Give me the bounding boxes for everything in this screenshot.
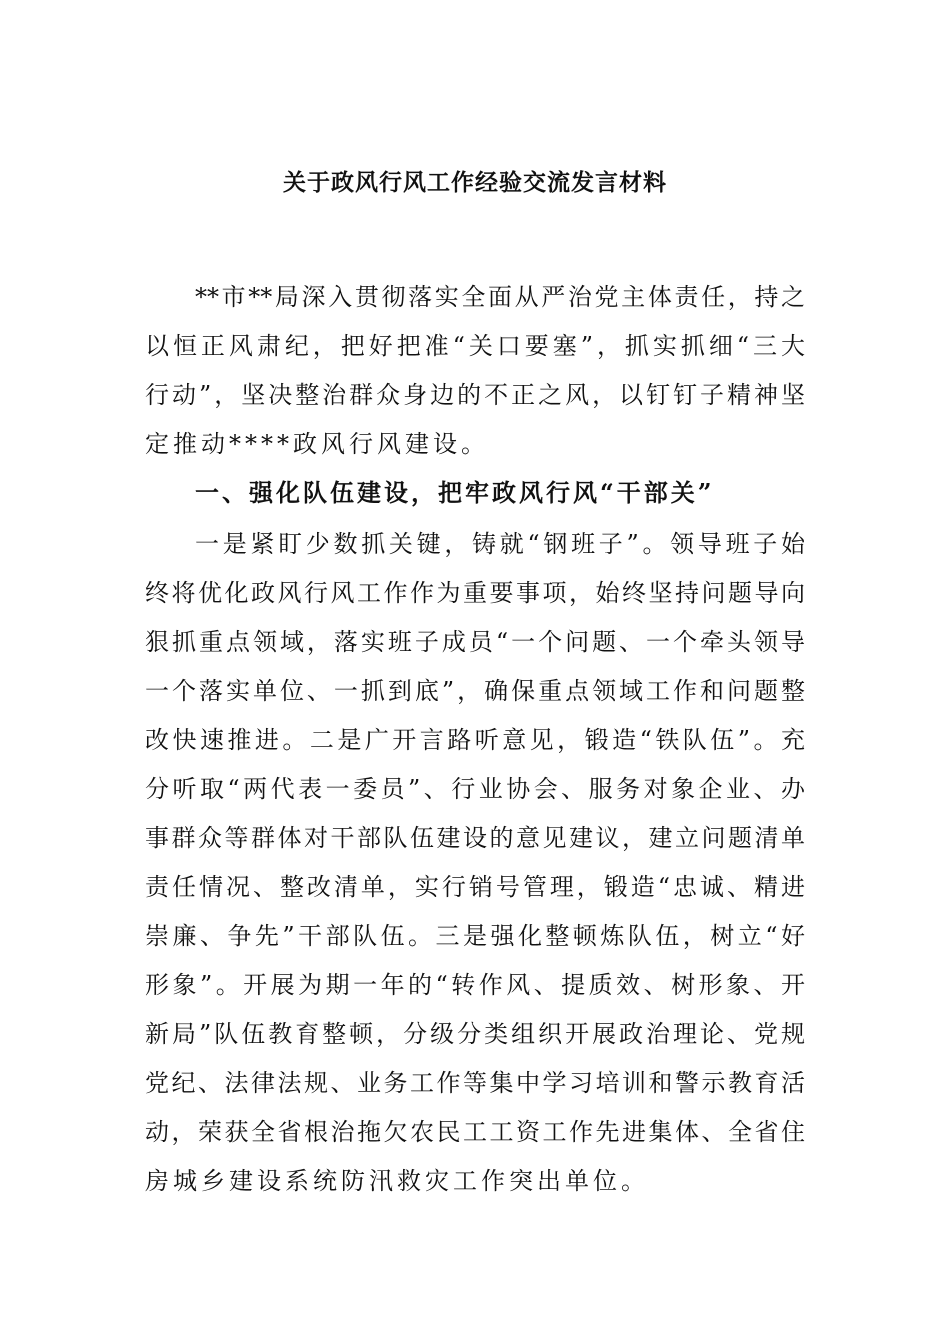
text-line: 房城乡建设系统防汛救灾工作突出单位。: [145, 1167, 649, 1195]
section-heading: 一、强化队伍建设，把牢政风行风“干部关”: [195, 478, 715, 507]
text-line: **市**局深入贯彻落实全面从严治党主体责任，持之: [195, 283, 805, 311]
text-line: 新局”队伍教育整顿，分级分类组织开展政治理论、党规: [145, 1020, 805, 1048]
text-line: 分听取“两代表一委员”、行业协会、服务对象企业、办: [145, 775, 805, 803]
text-line: 动，荣获全省根治拖欠农民工工资工作先进集体、全省住: [145, 1118, 805, 1146]
text-line: 改快速推进。二是广开言路听意见，锻造“铁队伍”。充: [145, 726, 805, 754]
text-line: 行动”，坚决整治群众身边的不正之风，以钉钉子精神坚: [145, 381, 805, 409]
text-line: 终将优化政风行风工作作为重要事项，始终坚持问题导向: [145, 579, 805, 607]
text-line: 崇廉、争先”干部队伍。三是强化整顿炼队伍，树立“好: [145, 922, 805, 950]
text-line: 形象”。开展为期一年的“转作风、提质效、树形象、开: [145, 971, 805, 999]
text-line: 以恒正风肃纪，把好把准“关口要塞”，抓实抓细“三大: [145, 332, 805, 360]
text-line: 一个落实单位、一抓到底”，确保重点领域工作和问题整: [145, 677, 805, 705]
text-line: 责任情况、整改清单，实行销号管理，锻造“忠诚、精进: [145, 873, 805, 901]
text-line: 定推动****政风行风建设。: [145, 430, 489, 458]
text-line: 一是紧盯少数抓关键，铸就“钢班子”。领导班子始: [195, 530, 805, 558]
text-line: 事群众等群体对干部队伍建设的意见建议，建立问题清单: [145, 824, 805, 852]
document-title: 关于政风行风工作经验交流发言材料: [283, 169, 667, 196]
text-line: 党纪、法律法规、业务工作等集中学习培训和警示教育活: [145, 1069, 805, 1097]
text-line: 狠抓重点领域，落实班子成员“一个问题、一个牵头领导: [145, 628, 805, 656]
